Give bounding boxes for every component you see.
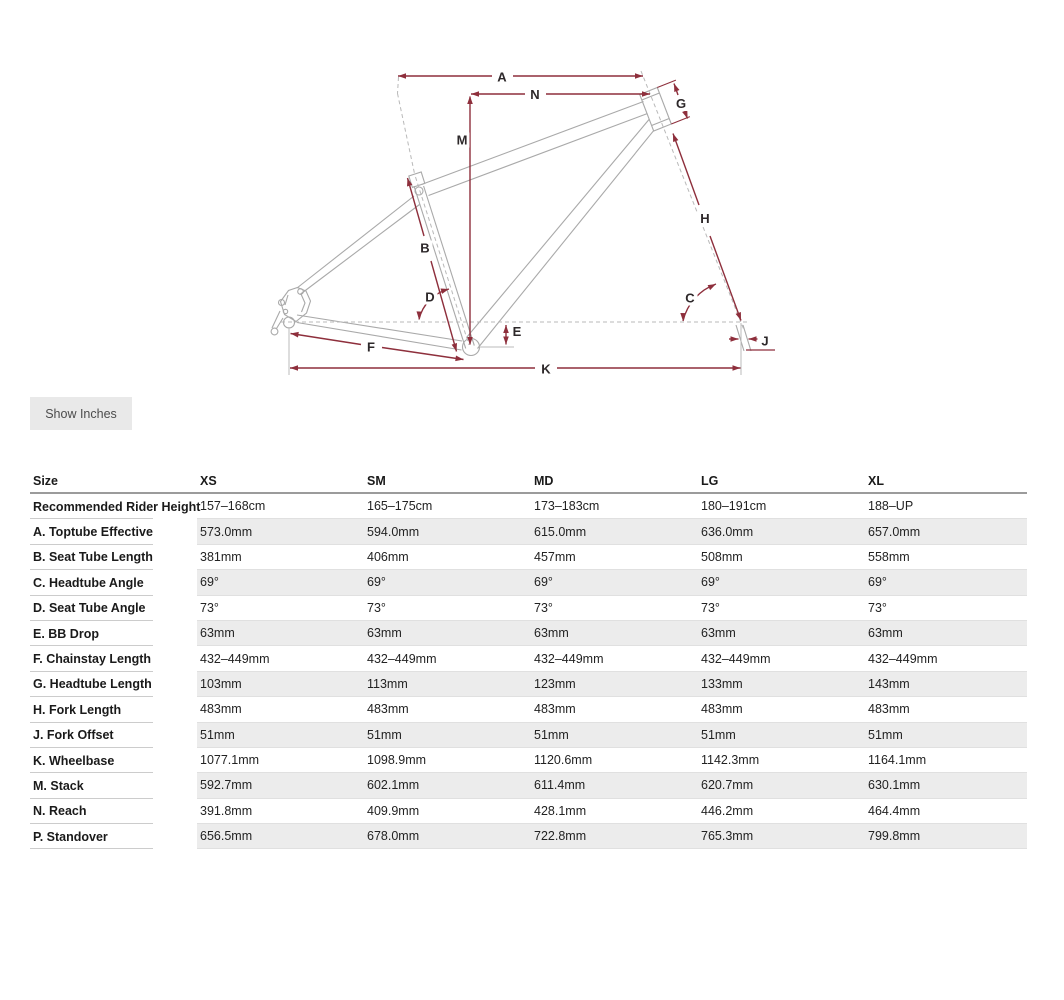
- table-row: [30, 519, 1027, 544]
- cell-xl: 188–UP: [868, 499, 914, 514]
- frame-outline: [271, 88, 751, 356]
- table-row: [30, 748, 1027, 773]
- dim-label-N: N: [530, 87, 540, 102]
- cell-xs: 63mm: [200, 626, 235, 641]
- geometry-diagram: [0, 0, 1064, 450]
- cell-md: 457mm: [534, 549, 576, 564]
- table-row: [30, 494, 1027, 519]
- show-inches-button[interactable]: Show Inches: [30, 397, 132, 430]
- cell-lg: 508mm: [701, 549, 743, 564]
- column-header-md: MD: [534, 473, 554, 488]
- row-label: A. Toptube Effective: [30, 519, 197, 544]
- cell-xl: 558mm: [868, 549, 910, 564]
- cell-sm: 406mm: [367, 549, 409, 564]
- row-label: N. Reach: [30, 799, 197, 824]
- cell-md: 1120.6mm: [534, 753, 593, 768]
- dim-label-K: K: [541, 361, 551, 377]
- dim-label-A: A: [497, 69, 507, 85]
- dim-label-M: M: [456, 132, 468, 148]
- dim-label-J: J: [761, 333, 769, 349]
- dimension-labels: [364, 70, 773, 377]
- cell-md: 69°: [534, 575, 553, 590]
- cell-sm: 483mm: [367, 702, 409, 717]
- row-label: C. Headtube Angle: [30, 570, 197, 595]
- cell-md: 432–449mm: [534, 651, 604, 666]
- cell-md: 722.8mm: [534, 829, 587, 844]
- geometry-table: [30, 469, 1027, 849]
- table-row: [30, 799, 1027, 824]
- cell-xl: 464.4mm: [868, 803, 921, 818]
- cell-sm: 1098.9mm: [367, 753, 427, 768]
- cell-lg: 446.2mm: [701, 803, 754, 818]
- down-tube: [467, 120, 650, 338]
- cell-xs: 391.8mm: [200, 803, 253, 818]
- row-label: G. Headtube Length: [30, 672, 197, 697]
- cell-xs: 432–449mm: [200, 651, 270, 666]
- cell-sm: 63mm: [367, 626, 402, 641]
- row-label: Recommended Rider Height: [30, 494, 197, 519]
- seat-axis-extension: [398, 77, 399, 94]
- row-label: E. BB Drop: [30, 621, 197, 646]
- cell-xl: 51mm: [868, 727, 903, 742]
- cell-xs: 381mm: [200, 549, 242, 564]
- dim-label-C: C: [685, 290, 695, 306]
- dim-label-H: H: [700, 211, 710, 226]
- cell-xs: 51mm: [200, 727, 235, 742]
- cell-xs: 103mm: [200, 676, 242, 691]
- table-row: [30, 621, 1027, 646]
- dim-label-E: E: [512, 324, 522, 339]
- cell-lg: 63mm: [701, 626, 736, 641]
- cell-xs: 69°: [200, 575, 219, 590]
- table-row: [30, 697, 1027, 722]
- dim-label-D: D: [425, 289, 435, 305]
- cell-lg: 180–191cm: [701, 499, 767, 514]
- cell-lg: 483mm: [701, 702, 743, 717]
- cell-xl: 1164.1mm: [868, 753, 927, 768]
- cell-lg: 133mm: [701, 676, 743, 691]
- cell-sm: 602.1mm: [367, 778, 420, 793]
- cell-sm: 113mm: [367, 676, 408, 691]
- cell-lg: 432–449mm: [701, 651, 771, 666]
- row-label: B. Seat Tube Length: [30, 545, 197, 570]
- cell-lg: 73°: [701, 600, 720, 615]
- cell-lg: 1142.3mm: [701, 753, 760, 768]
- cell-xs: 483mm: [200, 702, 242, 717]
- cell-md: 173–183cm: [534, 499, 600, 514]
- table-row: [30, 723, 1027, 748]
- cell-xl: 63mm: [868, 626, 903, 641]
- cell-xs: 73°: [200, 600, 219, 615]
- cell-sm: 69°: [367, 575, 386, 590]
- cell-md: 483mm: [534, 702, 576, 717]
- dim-label-G: G: [675, 96, 687, 111]
- cell-lg: 620.7mm: [701, 778, 754, 793]
- cell-xs: 656.5mm: [200, 829, 253, 844]
- dim-label-F: F: [367, 339, 375, 355]
- table-row: [30, 596, 1027, 621]
- cell-md: 123mm: [534, 676, 576, 691]
- cell-xs: 1077.1mm: [200, 753, 260, 768]
- cell-xl: 657.0mm: [868, 524, 921, 539]
- table-row: [30, 773, 1027, 798]
- table-body: [30, 494, 1027, 849]
- cell-md: 73°: [534, 600, 553, 615]
- cell-xs: 592.7mm: [200, 778, 253, 793]
- row-label: F. Chainstay Length: [30, 646, 197, 671]
- seat-stay: [297, 196, 414, 288]
- cell-md: 63mm: [534, 626, 569, 641]
- column-header-xs: XS: [200, 473, 217, 488]
- row-label: P. Standover: [30, 824, 197, 849]
- table-header-row: [30, 469, 1027, 494]
- cell-sm: 678.0mm: [367, 829, 420, 844]
- cell-xs: 157–168cm: [200, 499, 266, 514]
- dim-label-B: B: [420, 240, 430, 256]
- cell-xl: 432–449mm: [868, 651, 938, 666]
- rear-dropout: [271, 288, 310, 335]
- seat-tube-axis: [416, 177, 470, 345]
- cell-lg: 765.3mm: [701, 829, 754, 844]
- cell-xl: 143mm: [868, 676, 910, 691]
- cell-xl: 483mm: [868, 702, 910, 717]
- cell-md: 611.4mm: [534, 778, 586, 793]
- row-label: M. Stack: [30, 773, 197, 798]
- cell-lg: 636.0mm: [701, 524, 754, 539]
- row-label: K. Wheelbase: [30, 748, 197, 773]
- row-label: J. Fork Offset: [30, 723, 197, 748]
- cell-sm: 73°: [367, 600, 386, 615]
- row-label: D. Seat Tube Angle: [30, 596, 197, 621]
- table-row: [30, 672, 1027, 697]
- cell-xl: 69°: [868, 575, 887, 590]
- table-row: [30, 824, 1027, 849]
- cell-md: 428.1mm: [534, 803, 587, 818]
- column-header-sm: SM: [367, 473, 386, 488]
- cell-sm: 165–175cm: [367, 499, 433, 514]
- cell-sm: 409.9mm: [367, 803, 420, 818]
- cell-md: 51mm: [534, 727, 569, 742]
- cell-sm: 51mm: [367, 727, 402, 742]
- table-row: [30, 545, 1027, 570]
- row-label: H. Fork Length: [30, 697, 197, 722]
- table-row: [30, 646, 1027, 671]
- cell-sm: 594.0mm: [367, 524, 420, 539]
- cell-xl: 73°: [868, 600, 887, 615]
- cell-lg: 69°: [701, 575, 720, 590]
- cell-md: 615.0mm: [534, 524, 587, 539]
- cell-xl: 799.8mm: [868, 829, 921, 844]
- column-header-xl: XL: [868, 473, 884, 488]
- chain-stay: [297, 315, 462, 341]
- cell-xs: 573.0mm: [200, 524, 253, 539]
- column-header-size: Size: [33, 473, 59, 488]
- cell-lg: 51mm: [701, 727, 736, 742]
- construction-lines: [281, 71, 750, 345]
- seat-tube: [414, 186, 466, 348]
- cell-xl: 630.1mm: [868, 778, 921, 793]
- table-row: [30, 570, 1027, 595]
- cell-sm: 432–449mm: [367, 651, 437, 666]
- column-header-lg: LG: [701, 473, 719, 488]
